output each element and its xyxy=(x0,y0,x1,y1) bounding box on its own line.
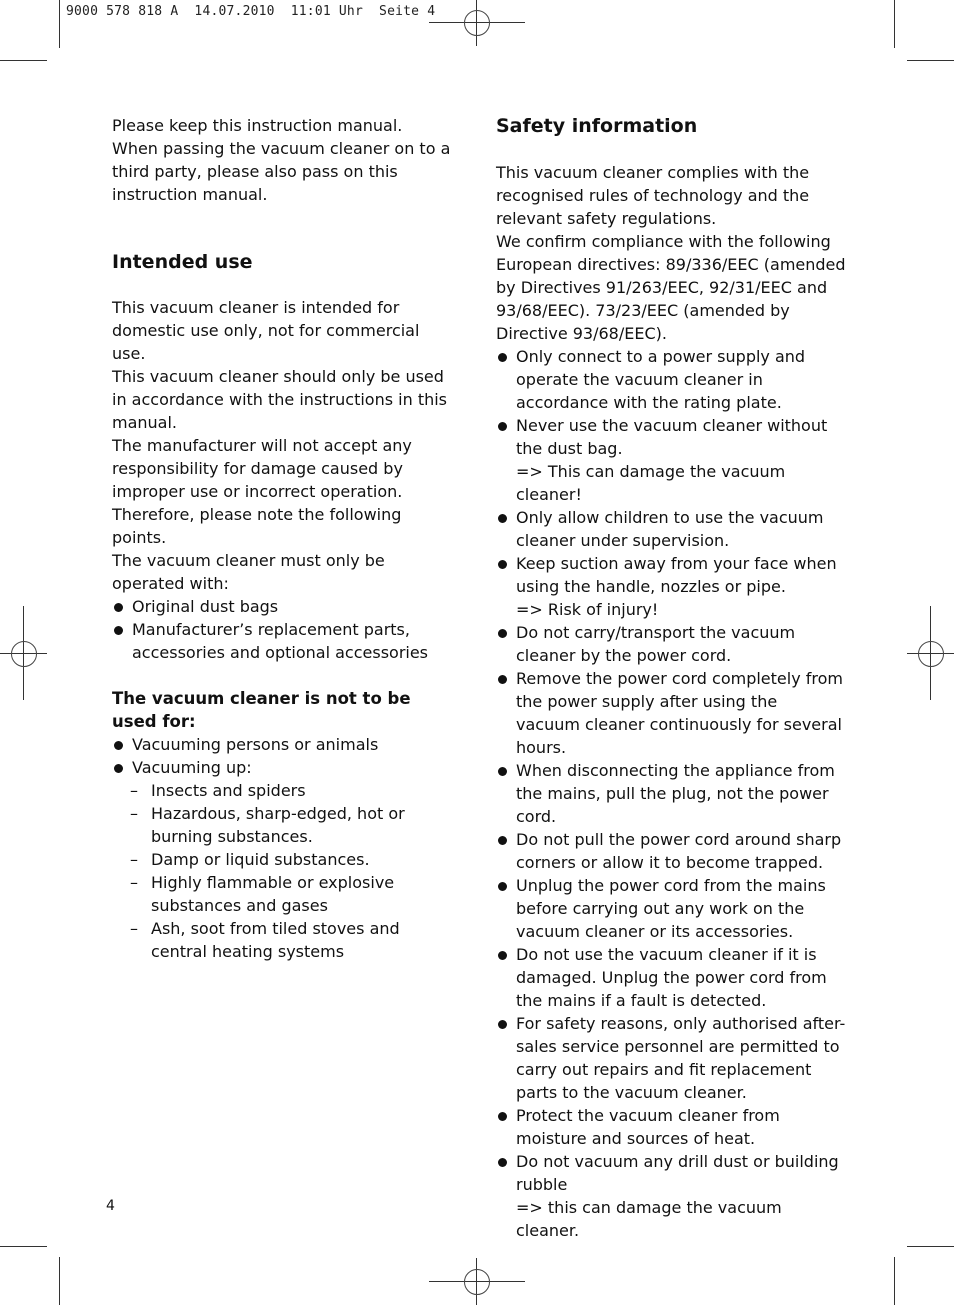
list-item xyxy=(496,667,846,759)
list-item-text: Only allow children to use the vacuum cleaner under supervision. xyxy=(516,508,824,550)
list-item xyxy=(496,621,846,667)
list-item-text: Do not use the vacuum cleaner if it is damaged. Unplug the power cord from the mains if a fault is detected. xyxy=(516,945,827,1010)
sub-list-item: – Highly flammable or explosive substances and gases xyxy=(112,871,457,917)
list-item: Vacuuming up: xyxy=(112,756,457,779)
list-item xyxy=(496,759,846,828)
list-item-text: Only connect to a power supply and operate the vacuum cleaner in accordance with the rating plate. xyxy=(516,347,806,412)
registration-circle xyxy=(11,641,37,667)
list-item xyxy=(496,943,846,1012)
intended-use-paragraph: The vacuum cleaner must only be operated with: xyxy=(112,551,385,593)
intended-use-paragraph: Therefore, please note the following points. xyxy=(112,505,402,547)
page-number: 4 xyxy=(106,1198,115,1214)
list-item-text: Remove the power cord completely from the power supply after using the vacuum cleaner continuously for several hours. xyxy=(516,669,843,757)
list-item-note: => this can damage the vacuum cleaner. xyxy=(516,1198,782,1240)
print-slug: 9000 578 818 A 14.07.2010 11:01 Uhr Seite 4 xyxy=(66,4,436,19)
list-item-text: Never use the vacuum cleaner without the dust bag. xyxy=(516,416,828,458)
registration-circle xyxy=(464,10,490,36)
list-item xyxy=(496,1150,846,1242)
not-used-list xyxy=(112,733,457,963)
list-item xyxy=(496,874,846,943)
crop-mark xyxy=(894,1257,895,1305)
safety-paragraph: We confirm compliance with the following European directives: 89/336/EEC (amended by Directives 91/263/EEC, 92/31/EEC and 93/68/EEC). 73/23/EEC (amended by Directive 93/68/EEC). xyxy=(496,232,846,343)
crop-mark xyxy=(907,60,954,61)
list-item-text: Do not pull the power cord around sharp corners or allow it to become trapped. xyxy=(516,830,842,872)
safety-list xyxy=(496,345,846,1242)
crop-mark xyxy=(0,1246,47,1247)
list-item-text: Protect the vacuum cleaner from moisture and sources of heat. xyxy=(516,1106,780,1148)
crop-mark xyxy=(894,0,895,48)
sub-list-item: – Insects and spiders xyxy=(112,779,457,802)
crop-mark xyxy=(0,60,47,61)
list-item xyxy=(496,828,846,874)
registration-circle xyxy=(464,1269,490,1295)
list-item xyxy=(496,414,846,506)
list-item xyxy=(496,1012,846,1104)
left-column xyxy=(112,114,457,963)
intended-use-heading: Intended use xyxy=(112,251,253,273)
list-item xyxy=(496,506,846,552)
safety-paragraph: This vacuum cleaner complies with the recognised rules of technology and the relevant safety regulations. xyxy=(496,163,810,228)
not-used-heading: The vacuum cleaner is not to be used for: xyxy=(112,689,411,731)
list-item xyxy=(496,345,846,414)
crop-mark xyxy=(59,1257,60,1305)
list-item xyxy=(496,552,846,621)
list-item: Manufacturer’s replacement parts, accessories and optional accessories xyxy=(112,618,457,664)
crop-mark xyxy=(59,0,60,48)
intended-use-paragraph: This vacuum cleaner should only be used in accordance with the instructions in this manual. xyxy=(112,367,448,432)
intro-line: Please keep this instruction manual. xyxy=(112,116,403,135)
intended-use-paragraph: The manufacturer will not accept any responsibility for damage caused by improper use or incorrect operation. xyxy=(112,436,412,501)
list-item-text: Do not carry/transport the vacuum cleaner by the power cord. xyxy=(516,623,796,665)
list-item-note: => Risk of injury! xyxy=(516,600,659,619)
registration-circle xyxy=(918,641,944,667)
intended-use-paragraph: This vacuum cleaner is intended for domestic use only, not for commercial use. xyxy=(112,298,420,363)
list-item-text: When disconnecting the appliance from the mains, pull the plug, not the power cord. xyxy=(516,761,835,826)
list-item: Original dust bags xyxy=(112,595,457,618)
list-item-text: Keep suction away from your face when using the handle, nozzles or pipe. xyxy=(516,554,837,596)
list-item: Vacuuming persons or animals xyxy=(112,733,457,756)
crop-mark xyxy=(907,1246,954,1247)
sub-list-item: – Damp or liquid substances. xyxy=(112,848,457,871)
list-item-note: => This can damage the vacuum cleaner! xyxy=(516,462,786,504)
list-item-text: Do not vacuum any drill dust or building rubble xyxy=(516,1152,839,1194)
list-item-text: Unplug the power cord from the mains before carrying out any work on the vacuum cleaner or its accessories. xyxy=(516,876,826,941)
list-item-text: For safety reasons, only authorised after-sales service personnel are permitted to carry out repairs and fit replacement parts to the vacuum cleaner. xyxy=(516,1014,846,1102)
intro-line: When passing the vacuum cleaner on to a third party, please also pass on this instruction manual. xyxy=(112,139,451,204)
intended-use-list xyxy=(112,595,457,664)
right-column xyxy=(496,114,846,1242)
sub-list-item: – Hazardous, sharp-edged, hot or burning substances. xyxy=(112,802,457,848)
list-item xyxy=(496,1104,846,1150)
safety-heading: Safety information xyxy=(496,115,698,137)
sub-list-item: – Ash, soot from tiled stoves and central heating systems xyxy=(112,917,457,963)
